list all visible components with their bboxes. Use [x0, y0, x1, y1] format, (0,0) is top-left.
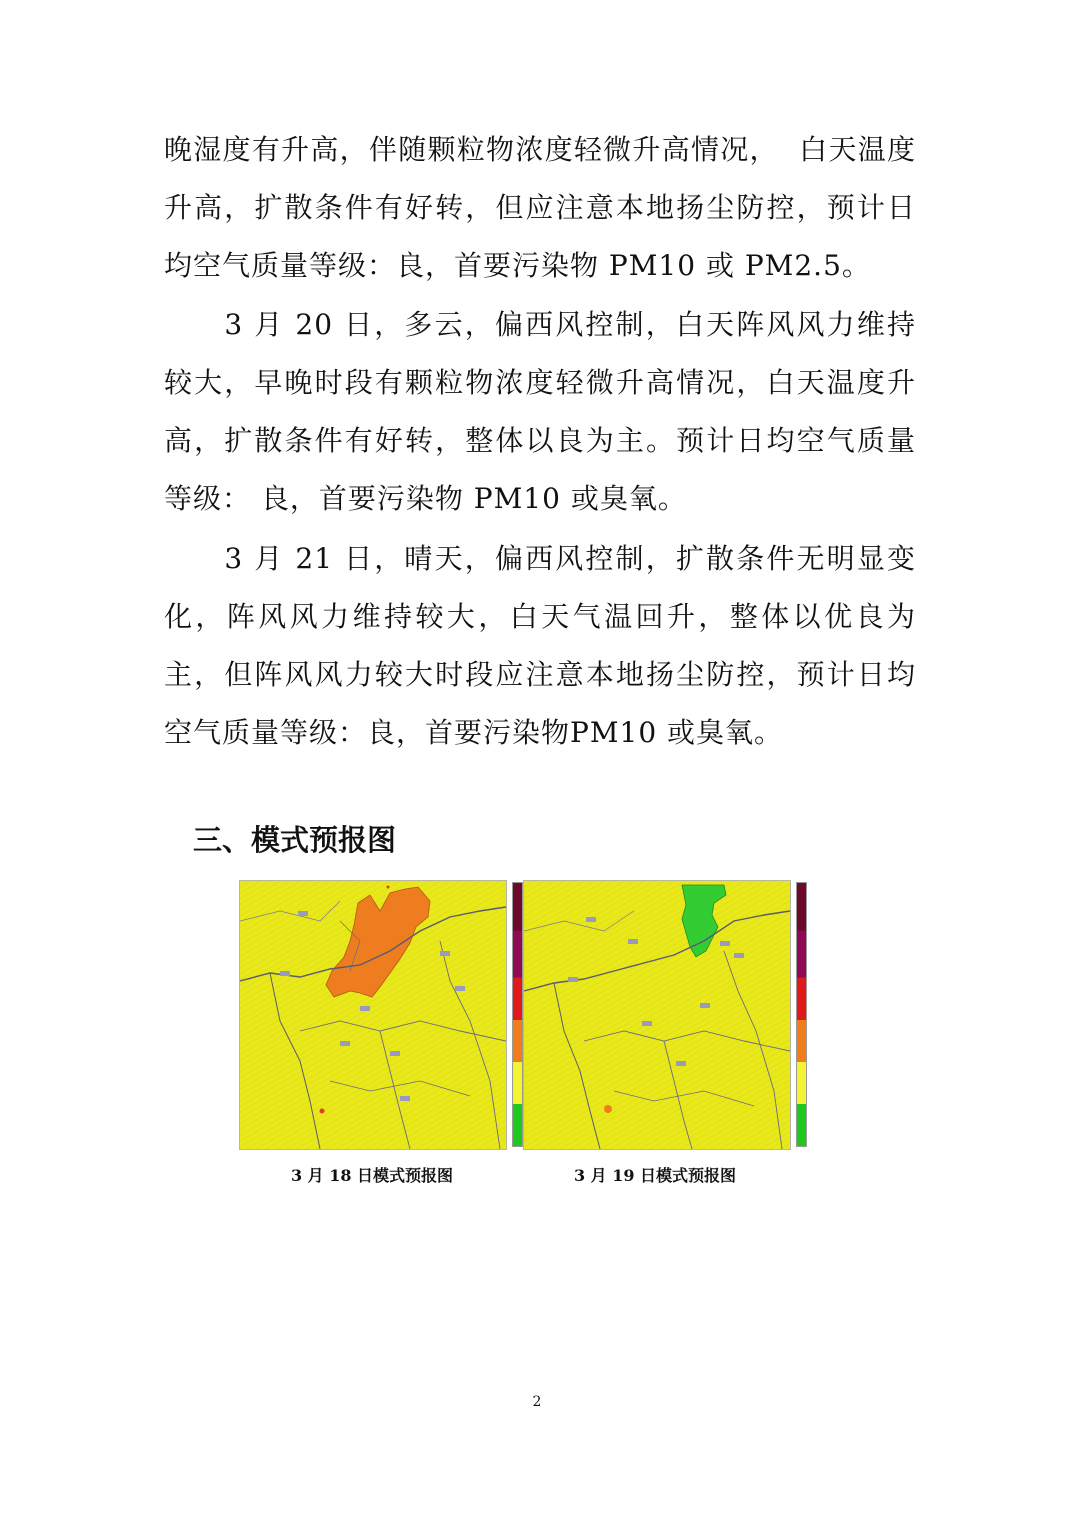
- color-scale-bar: [796, 882, 807, 1147]
- forecast-figure-march-19: [523, 880, 813, 1150]
- forecast-map-march-18: [239, 880, 507, 1150]
- figure-caption-march-18: 3 月 18 日模式预报图: [290, 1166, 454, 1185]
- color-scale-bar: [512, 882, 523, 1147]
- page-number: 2: [532, 1394, 542, 1410]
- paragraph-forecast-march-21: 3 月 21 日，晴天，偏西风控制，扩散条件无明显变化，阵风风力维持较大，白天气温回升，整体以优良为主，但阵风风力较大时段应注意本地扬尘防控，预计日均空气质量等级：良，首要污染物PM10 或臭氧。: [164, 542, 916, 749]
- paragraph-forecast-continued: 晚湿度有升高，伴随颗粒物浓度轻微升高情况， 白天温度升高，扩散条件有好转，但应注意本地扬尘防控，预计日均空气质量等级：良，首要污染物 PM10 或 PM2.5。: [164, 133, 916, 282]
- figure-caption-march-19: 3 月 19 日模式预报图: [573, 1166, 737, 1185]
- paragraph-forecast-march-20: 3 月 20 日，多云，偏西风控制，白天阵风风力维持较大，早晚时段有颗粒物浓度轻微升高情况，白天温度升高，扩散条件有好转，整体以良为主。预计日均空气质量等级： 良，首要污染物 PM10 或臭氧。: [164, 308, 916, 515]
- forecast-figure-march-18: [239, 880, 529, 1150]
- forecast-map-march-19: [523, 880, 791, 1150]
- section-heading: 三、模式预报图: [193, 823, 397, 857]
